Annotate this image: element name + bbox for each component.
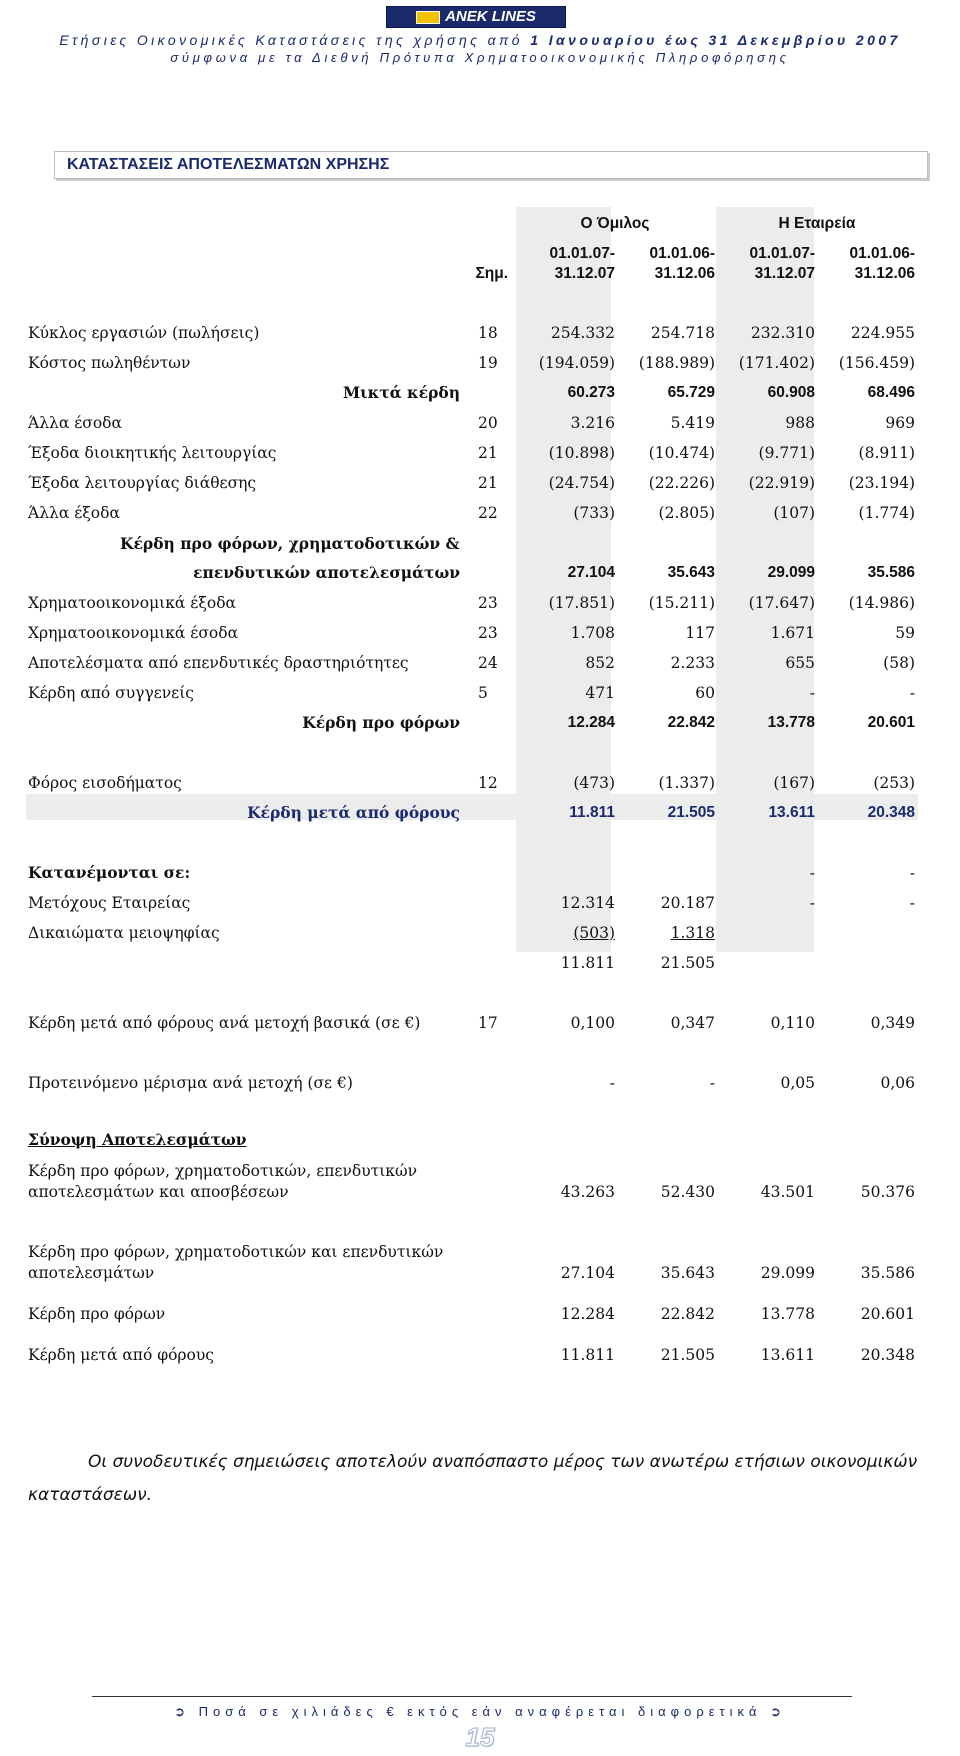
row-value: (473) — [573, 774, 615, 792]
footer-divider — [92, 1696, 852, 1697]
row-value: (58) — [883, 654, 915, 672]
row-label: Χρηματοοικονομικά έξοδα — [28, 594, 236, 612]
row-value: (10.898) — [548, 444, 615, 462]
row-value: 224.955 — [850, 324, 915, 342]
row-value — [608, 923, 715, 943]
row-note: 18 — [478, 324, 498, 342]
header-line1-text: Ετήσιες Οικονομικές Καταστάσεις της χρήσης από — [59, 32, 523, 48]
row-value: (171.402) — [738, 354, 815, 372]
row-value: 43.263 — [560, 1183, 615, 1201]
row-value: (194.059) — [538, 354, 615, 372]
row-value: 60.273 — [567, 384, 615, 401]
row-value: 5.419 — [670, 414, 715, 432]
row-label: Άλλα έσοδα — [28, 414, 122, 432]
row-value: 20.601 — [867, 714, 915, 731]
row-value: 988 — [785, 414, 815, 432]
header-line1-period: 1 Ιανουαρίου έως 31 Δεκεμβρίου 2007 — [530, 32, 901, 48]
row-value: - — [909, 684, 915, 702]
row-value: 0,349 — [870, 1014, 915, 1032]
row-value: (2.805) — [658, 504, 715, 522]
row-value: 1.708 — [570, 624, 615, 642]
row-value: 3.216 — [570, 414, 615, 432]
row-value: (1.774) — [858, 504, 915, 522]
row-value: 21.505 — [660, 954, 715, 972]
row-value: 13.778 — [760, 1305, 815, 1323]
row-value: (14.986) — [848, 594, 915, 612]
summary-row-label-line1: Κέρδη προ φόρων, χρηματοδοτικών και επενδυτικών — [28, 1243, 444, 1261]
row-label: Έξοδα λειτουργίας διάθεσης — [28, 474, 257, 492]
row-value: 13.778 — [767, 714, 815, 731]
row-note: 20 — [478, 414, 498, 432]
row-label: Κύκλος εργασιών (πωλήσεις) — [28, 324, 260, 342]
row-value: (23.194) — [848, 474, 915, 492]
gross-profit-label: Μικτά κέρδη — [343, 383, 460, 402]
logo-flag-icon — [416, 11, 440, 24]
row-value: 0,06 — [880, 1074, 915, 1092]
dividend-label: Προτεινόμενο μέρισμα ανά μετοχή (σε €) — [28, 1074, 353, 1092]
row-value: (24.754) — [548, 474, 615, 492]
row-value: 27.104 — [560, 1264, 615, 1282]
row-value: 11.811 — [569, 804, 615, 821]
row-label: Χρηματοοικονομικά έσοδα — [28, 624, 239, 642]
row-value: - — [609, 1074, 615, 1092]
row-value: 0,05 — [780, 1074, 815, 1092]
row-value: (9.771) — [758, 444, 815, 462]
row-value: 20.348 — [860, 1346, 915, 1364]
logo-text: ANEK LINES — [445, 8, 536, 25]
notes-statement-line1: Οι συνοδευτικές σημειώσεις αποτελούν αναπόσπαστο μέρος των ανωτέρω ετήσιων οικονομικών — [88, 1452, 918, 1472]
eps-note: 17 — [478, 1014, 498, 1032]
summary-title: Σύνοψη Αποτελεσμάτων — [28, 1130, 247, 1149]
row-value: - — [909, 864, 915, 882]
row-value: 65.729 — [667, 384, 715, 401]
row-value: 254.718 — [650, 324, 715, 342]
row-value: (22.226) — [648, 474, 715, 492]
row-value: - — [809, 894, 815, 912]
row-label: Κόστος πωληθέντων — [28, 354, 191, 372]
row-value: 12.284 — [567, 714, 615, 731]
row-value: 60.908 — [767, 384, 815, 401]
row-value: 852 — [585, 654, 615, 672]
row-value: 0,110 — [770, 1014, 815, 1032]
row-value: (167) — [773, 774, 815, 792]
footer-text: Ποσά σε χιλιάδες € εκτός εάν αναφέρεται διαφορετικά — [198, 1704, 762, 1719]
row-value: 11.811 — [560, 1346, 615, 1364]
row-note: 23 — [478, 624, 498, 642]
row-value: 254.332 — [550, 324, 615, 342]
row-value: (17.647) — [748, 594, 815, 612]
summary-row-label-line2: αποτελεσμάτων και αποσβέσεων — [28, 1183, 289, 1201]
row-value: 29.099 — [767, 564, 815, 581]
row-label: Δικαιώματα μειοψηφίας — [28, 924, 220, 942]
row-value: 2.233 — [670, 654, 715, 672]
period-col2-end: 31.12.06 — [654, 265, 715, 282]
period-col4-end: 31.12.06 — [854, 265, 915, 282]
row-value: (17.851) — [548, 594, 615, 612]
header-company: Η Εταιρεία — [778, 215, 856, 232]
row-value: - — [809, 864, 815, 882]
row-label: Φόρος εισοδήματος — [28, 774, 182, 792]
ebit-label-line1: Κέρδη προ φόρων, χρηματοδοτικών & — [120, 534, 460, 553]
page-title: ΚΑΤΑΣΤΑΣΕΙΣ ΑΠΟΤΕΛΕΣΜΑΤΩΝ ΧΡΗΣΗΣ — [54, 151, 928, 179]
distribution-title: Κατανέμονται σε: — [28, 863, 191, 882]
row-value: 35.643 — [660, 1264, 715, 1282]
row-value-text: 1.318 — [670, 924, 715, 942]
row-value: 13.611 — [768, 804, 815, 821]
row-value: 12.314 — [560, 894, 615, 912]
row-value: (107) — [773, 504, 815, 522]
row-value: 35.586 — [860, 1264, 915, 1282]
row-value: 0,100 — [570, 1014, 615, 1032]
row-value: (733) — [573, 504, 615, 522]
row-label: Κέρδη από συγγενείς — [28, 684, 194, 702]
row-value: 43.501 — [760, 1183, 815, 1201]
period-col1-start: 01.01.07- — [549, 245, 615, 262]
row-label: Αποτελέσματα από επενδυτικές δραστηριότητες — [28, 654, 409, 672]
profit-after-tax-label: Κέρδη μετά από φόρους — [247, 803, 460, 822]
row-label: Έξοδα διοικητικής λειτουργίας — [28, 444, 277, 462]
summary-row-label-line2: αποτελεσμάτων — [28, 1264, 155, 1282]
row-note: 24 — [478, 654, 498, 672]
row-value: 35.643 — [667, 564, 715, 581]
row-value: 50.376 — [860, 1183, 915, 1201]
row-note: 12 — [478, 774, 498, 792]
profit-before-tax-label: Κέρδη προ φόρων — [302, 713, 460, 732]
row-value: 29.099 — [760, 1264, 815, 1282]
row-value: 12.284 — [560, 1305, 615, 1323]
row-value: - — [909, 894, 915, 912]
row-value — [508, 923, 615, 943]
row-value: (1.337) — [658, 774, 715, 792]
period-col3-end: 31.12.07 — [754, 265, 815, 282]
row-value: 471 — [585, 684, 615, 702]
header-note: Σημ. — [475, 265, 508, 282]
period-col1-end: 31.12.07 — [554, 265, 615, 282]
report-header-line2: σύμφωνα με τα Διεθνή Πρότυπα Χρηματοοικονομικής Πληροφόρησης — [170, 50, 790, 65]
row-value: (10.474) — [648, 444, 715, 462]
row-value: 1.671 — [770, 624, 815, 642]
row-value: 13.611 — [760, 1346, 815, 1364]
arrow-right-icon: ➲ — [174, 1704, 190, 1719]
row-value: 22.842 — [667, 714, 715, 731]
row-value: 68.496 — [867, 384, 915, 401]
row-label: Μετόχους Εταιρείας — [28, 894, 191, 912]
row-value: 232.310 — [750, 324, 815, 342]
row-value: 11.811 — [560, 954, 615, 972]
period-col2-start: 01.01.06- — [649, 245, 715, 262]
row-value: 20.187 — [660, 894, 715, 912]
row-value: (156.459) — [838, 354, 915, 372]
row-note: 5 — [478, 684, 488, 702]
period-col3-start: 01.01.07- — [749, 245, 815, 262]
footer-note — [0, 1704, 960, 1720]
row-value: 35.586 — [867, 564, 915, 581]
row-value: 21.505 — [660, 1346, 715, 1364]
row-value: (15.211) — [648, 594, 715, 612]
row-value: 22.842 — [660, 1305, 715, 1323]
row-value-text: (503) — [573, 924, 615, 942]
header-group: Ο Όμιλος — [580, 215, 650, 232]
row-note: 19 — [478, 354, 498, 372]
row-value: 117 — [685, 624, 715, 642]
summary-row-label: Κέρδη μετά από φόρους — [28, 1346, 214, 1364]
row-value: 52.430 — [660, 1183, 715, 1201]
summary-row-label-line1: Κέρδη προ φόρων, χρηματοδοτικών, επενδυτικών — [28, 1162, 418, 1180]
row-note: 22 — [478, 504, 498, 522]
row-value: (22.919) — [748, 474, 815, 492]
row-value: 60 — [695, 684, 715, 702]
row-value: - — [709, 1074, 715, 1092]
row-value: 20.601 — [860, 1305, 915, 1323]
row-note: 23 — [478, 594, 498, 612]
row-value: (253) — [873, 774, 915, 792]
notes-statement-line2: καταστάσεων. — [28, 1485, 152, 1505]
report-header-line1 — [0, 32, 960, 48]
row-value: 27.104 — [567, 564, 615, 581]
anek-lines-logo — [386, 6, 566, 28]
row-value: - — [809, 684, 815, 702]
row-note: 21 — [478, 444, 498, 462]
row-note: 21 — [478, 474, 498, 492]
row-value: 20.348 — [867, 804, 915, 821]
arrow-right-icon: ➲ — [770, 1704, 786, 1719]
row-value: 655 — [785, 654, 815, 672]
period-col4-start: 01.01.06- — [849, 245, 915, 262]
eps-label: Κέρδη μετά από φόρους ανά μετοχή βασικά (σε €) — [28, 1014, 421, 1032]
row-value: 0,347 — [670, 1014, 715, 1032]
row-value: 21.505 — [667, 804, 715, 821]
summary-row-label: Κέρδη προ φόρων — [28, 1305, 166, 1323]
page-number: 15 — [465, 1722, 495, 1752]
row-value: 59 — [895, 624, 915, 642]
row-value: (8.911) — [858, 444, 915, 462]
row-value: (188.989) — [638, 354, 715, 372]
ebit-label-line2: επενδυτικών αποτελεσμάτων — [193, 563, 460, 582]
row-label: Άλλα έξοδα — [28, 504, 120, 522]
row-value: 969 — [885, 414, 915, 432]
